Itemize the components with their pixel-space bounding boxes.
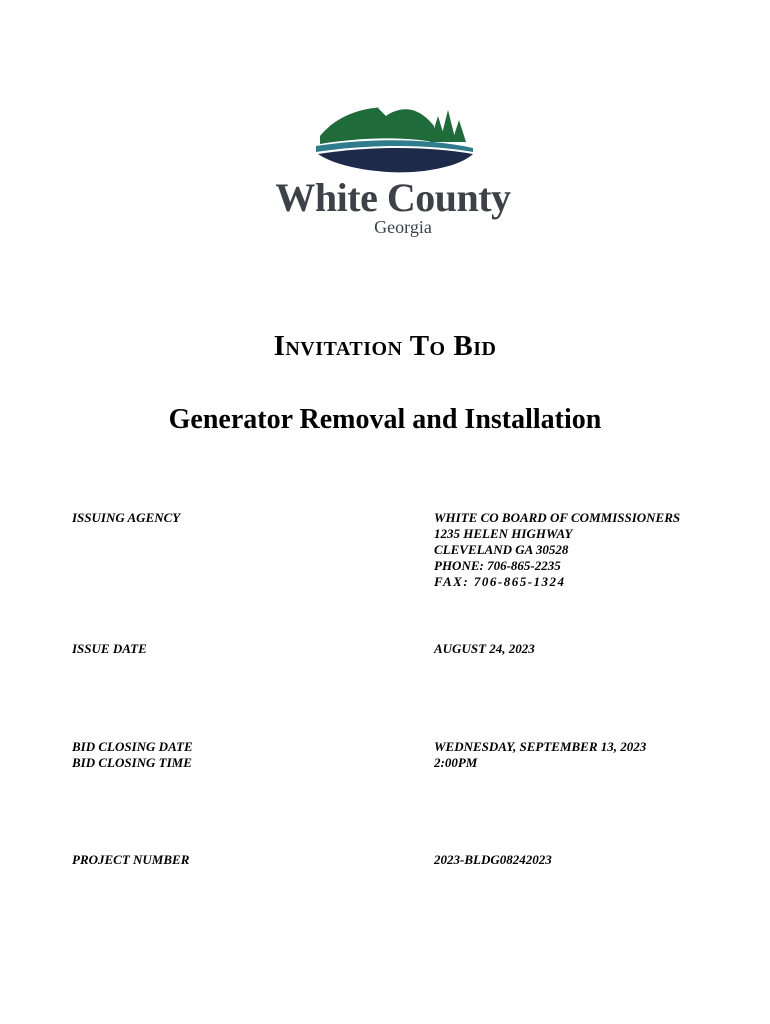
- landscape-logo-icon: [308, 96, 478, 176]
- agency-address: 1235 HELEN HIGHWAY: [434, 526, 573, 541]
- logo-state-name: Georgia: [374, 217, 432, 237]
- agency-phone: PHONE: 706-865-2235: [434, 558, 561, 573]
- document-subtitle: Generator Removal and Installation: [168, 404, 602, 435]
- bid-closing-time-label: BID CLOSING TIME: [72, 755, 192, 770]
- agency-city: CLEVELAND GA 30528: [434, 542, 569, 557]
- project-number-label: PROJECT NUMBER: [72, 852, 190, 867]
- issue-date-value: AUGUST 24, 2023: [434, 641, 535, 656]
- bid-closing-labels: [72, 739, 193, 771]
- issue-date-label: ISSUE DATE: [72, 641, 147, 656]
- project-number-value: 2023-BLDG08242023: [434, 852, 552, 867]
- issuing-agency-value: [434, 510, 680, 590]
- logo-county-name: White County: [275, 175, 511, 220]
- bid-closing-date-label: BID CLOSING DATE: [72, 739, 193, 754]
- agency-fax: FAX: 706-865-1324: [434, 574, 566, 589]
- bid-closing-values: [434, 739, 646, 771]
- document-title: Invitation To Bid: [273, 330, 497, 362]
- county-logo: [268, 96, 518, 246]
- bid-closing-date-value: WEDNESDAY, SEPTEMBER 13, 2023: [434, 739, 647, 754]
- agency-name: WHITE CO BOARD OF COMMISSIONERS: [434, 510, 681, 525]
- issuing-agency-label: ISSUING AGENCY: [72, 510, 181, 525]
- bid-closing-time-value: 2:00PM: [434, 755, 478, 770]
